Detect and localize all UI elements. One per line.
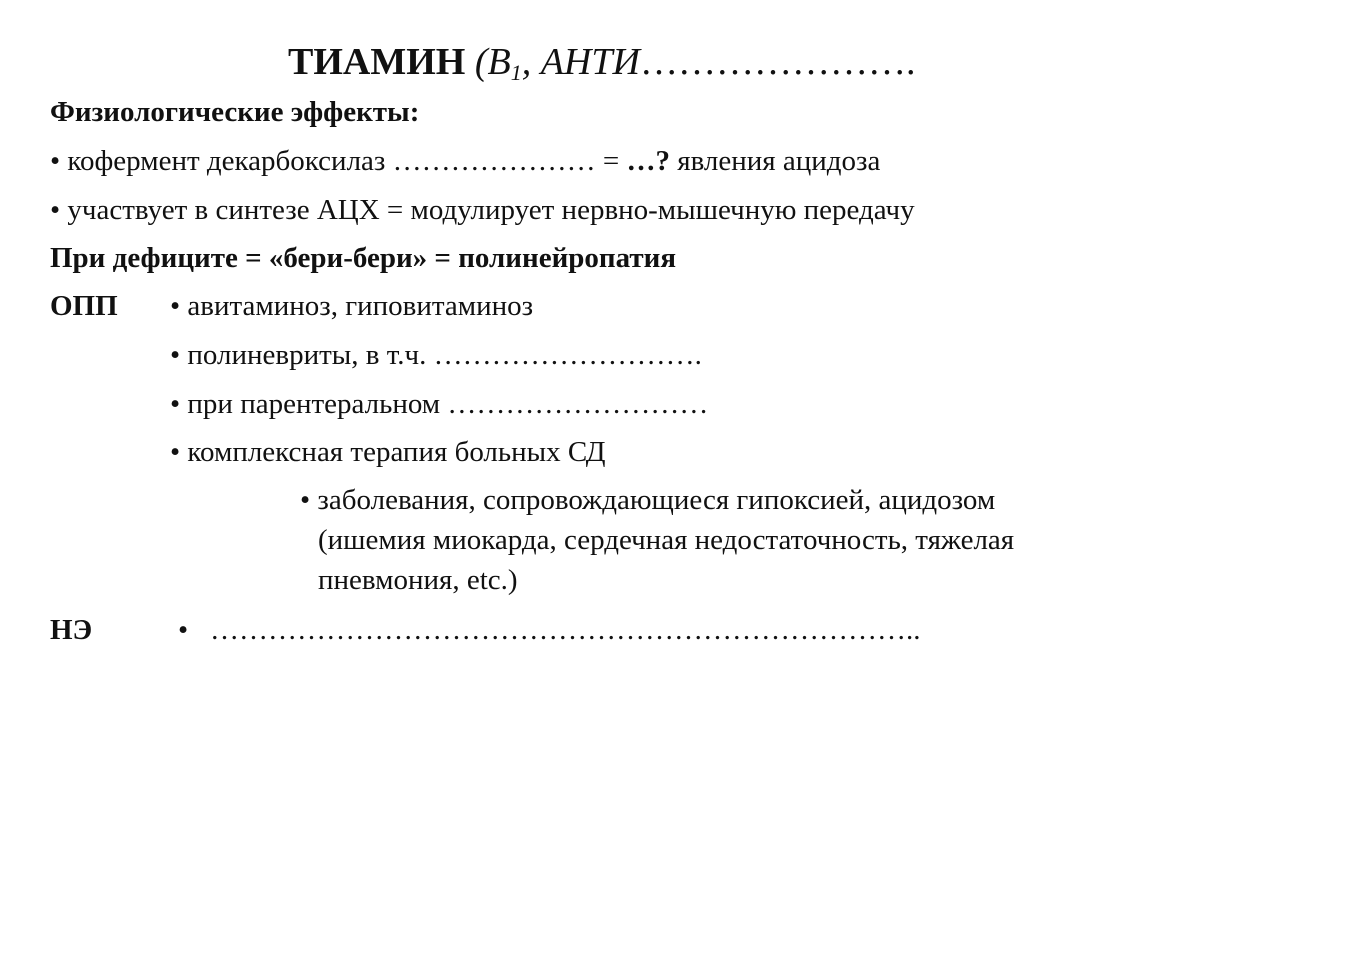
ne-dots: ……………………………………………………………….. [210,614,921,646]
opp-sub-item-line-3: пневмония, etc.) [318,564,518,596]
ne-bullet: • [178,614,189,646]
page-title [288,40,915,84]
opp-item-1: • авитаминоз, гиповитаминоз [170,290,534,322]
opp-sub-item-line-1: • заболевания, сопровождающиеся гипоксией, ацидозом [300,484,996,516]
opp-label: ОПП [50,290,118,322]
title-main: ТИАМИН [288,41,466,83]
opp-item-4: • комплексная терапия больных СД [170,436,606,468]
title-dots: …………………. [639,41,916,83]
opp-sub-item-line-2: (ишемия миокарда, сердечная недостаточность, тяжелая [318,524,1015,556]
effects-item-1-text: • кофермент декарбоксилаз ………………… = [50,145,627,177]
ne-label: НЭ [50,614,93,646]
title-after-sub: , АНТИ [521,41,640,83]
title-paren [475,41,640,83]
effects-item-1-tail: явления ацидоза [669,145,881,177]
effects-item-1 [50,143,880,179]
title-paren-open: (В [474,41,511,83]
title-subscript: 1 [510,60,522,85]
effects-heading: Физиологические эффекты: [50,96,420,128]
opp-item-2: • полиневриты, в т.ч. ………………………. [170,339,702,371]
opp-item-3: • при парентеральном ……………………… [170,388,709,420]
deficit-line: При дефиците = «бери-бери» = полинейропатия [50,242,677,274]
effects-item-1-bold: …? [626,145,670,177]
effects-item-2: • участвует в синтезе АЦХ = модулирует нервно-мышечную передачу [50,194,915,226]
